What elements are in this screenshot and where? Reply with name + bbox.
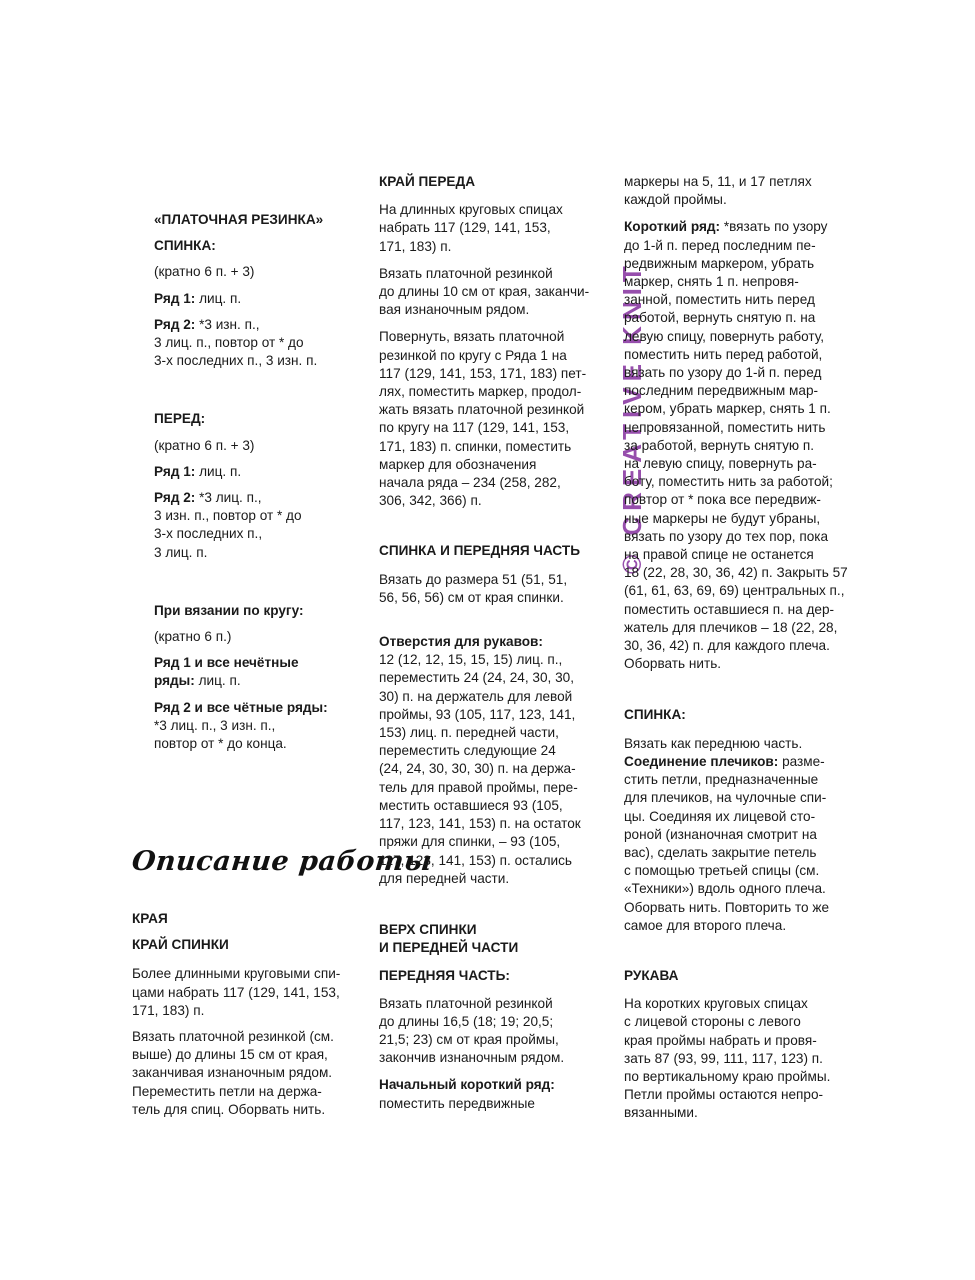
- text-line: роной (изнаночная смотрит на: [624, 826, 817, 842]
- text-line: маркеры на 5, 11, и 17 петлях: [624, 174, 812, 189]
- text-line: Вязать платочной резинкой: [379, 995, 553, 1011]
- section-script-heading: Описание работы: [130, 846, 434, 877]
- armholes-paragraph: [379, 651, 609, 888]
- front-edge-title: КРАЙ ПЕРЕДА: [379, 174, 476, 189]
- front-title: ПЕРЕД:: [154, 411, 206, 427]
- text-line: вая изнаночным рядом.: [379, 302, 530, 318]
- join-first-line: Соединение плечиков: разме-: [624, 753, 825, 769]
- text-line: Повернуть, вязать платочной: [379, 329, 565, 345]
- front-row2: Ряд 2: *3 лиц. п.,: [154, 490, 262, 506]
- text-line: 117, 123, 141, 153) п. на остаток: [379, 816, 581, 832]
- watermark-text: © CREATIVE KNIT: [617, 260, 647, 574]
- front-edge-paragraph: [379, 265, 609, 320]
- text-line: проймы, 93 (105, 117, 123, 141,: [379, 706, 576, 722]
- pattern-title: «ПЛАТОЧНАЯ РЕЗИНКА»: [154, 212, 324, 227]
- text-line: Переместить петли на держа-: [132, 1083, 322, 1099]
- text-line: Вязать платочной резинкой (см.: [132, 1029, 334, 1045]
- text-line: занной, поместить нить перед: [624, 292, 815, 308]
- text-line: последним передвижным мар-: [624, 383, 819, 399]
- column-left-lower: [132, 910, 362, 1119]
- text-line: Петли проймы остаются непро-: [624, 1087, 824, 1103]
- text-line: жатель для плечиков – 18 (22, 28,: [624, 619, 838, 635]
- initial-short-row-text: поместить передвижные: [379, 1095, 535, 1111]
- armholes-title: Отверстия для рукавов:: [379, 634, 543, 650]
- text-line: 30) п. на держатель для левой: [379, 688, 573, 704]
- text-line: пряжи для спинки, – 93 (105,: [379, 834, 561, 850]
- text-line: 18 (22, 28, 30, 36, 42) п. Закрыть 57: [624, 565, 848, 581]
- text-line: переместить следующие 24: [379, 743, 556, 759]
- text-line: каждой проймы.: [624, 192, 727, 208]
- text-line: 171, 183) п.: [132, 1002, 205, 1018]
- text-line: Оборвать нить.: [624, 656, 722, 672]
- text-line: кером, убрать маркер, снять 1 п.: [624, 401, 831, 417]
- back-title-right: СПИНКА:: [624, 707, 686, 723]
- text-line: левую спицу, повернуть работу,: [624, 328, 824, 344]
- text-line: до длины 16,5 (18; 19; 20,5;: [379, 1013, 554, 1029]
- text-line: На длинных круговых спицах: [379, 202, 563, 218]
- initial-short-row-title: Начальный короткий ряд:: [379, 1077, 555, 1093]
- text-line: (24, 24, 30, 30, 30) п. на держа-: [379, 761, 576, 777]
- text-line: за работой, вернуть снятую п.: [624, 437, 815, 453]
- back-front-title: СПИНКА И ПЕРЕДНЯЯ ЧАСТЬ: [379, 543, 580, 559]
- text-line: резинкой по кругу с Ряда 1 на: [379, 347, 567, 363]
- text-line: поместить оставшиеся п. на дер-: [624, 601, 835, 617]
- round-odd-line: Ряд 1 и все нечётные: [154, 655, 299, 671]
- text-line: вязать по узору до тех пор, пока: [624, 528, 829, 544]
- text-line: по вертикальному краю проймы.: [624, 1068, 831, 1084]
- text-line: по кругу на 117 (129, 141, 153,: [379, 420, 570, 436]
- text-line: вязанными.: [624, 1105, 698, 1121]
- text-line: на правой спице не останется: [624, 547, 814, 563]
- text-line: Вязать до размера 51 (51, 51,: [379, 571, 568, 587]
- round-even-line: повтор от * до конца.: [154, 736, 287, 752]
- text-line: 117, 123, 141, 153) п. остались: [379, 852, 572, 868]
- text-line: 56, 56, 56) см от края спинки.: [379, 589, 564, 605]
- text-line: с помощью третьей спицы (см.: [624, 863, 820, 879]
- top-title: И ПЕРЕДНЕЙ ЧАСТИ: [379, 940, 519, 956]
- text-line: выше) до длины 15 см от края,: [132, 1047, 328, 1063]
- text-line: повтор от * пока все передвиж-: [624, 492, 821, 508]
- round-even-title: Ряд 2 и все чётные ряды:: [154, 699, 328, 715]
- round-even-line: *3 лиц. п., 3 изн. п.,: [154, 717, 276, 733]
- text-line: 30, 36, 42) п. для каждого плеча.: [624, 638, 830, 654]
- back-row2-line: 3 лиц. п., повтор от * до: [154, 335, 304, 351]
- text-line: цами набрать 117 (129, 141, 153,: [132, 984, 340, 1000]
- top-title: ВЕРХ СПИНКИ: [379, 921, 477, 937]
- text-line: жать вязать платочной резинкой: [379, 402, 585, 418]
- short-row-paragraph: [624, 237, 864, 674]
- front-part-paragraph: [379, 995, 609, 1068]
- text-line: начала ряда – 234 (258, 282,: [379, 475, 561, 491]
- text-line: на левую спицу, повернуть ра-: [624, 456, 817, 472]
- back-row2-line: 3-х последних п., 3 изн. п.: [154, 353, 318, 369]
- text-line: самое для второго плеча.: [624, 917, 787, 933]
- text-line: На коротких круговых спицах: [624, 996, 808, 1012]
- text-line: для плечиков, на чулочные спи-: [624, 790, 827, 806]
- front-part-title: ПЕРЕДНЯЯ ЧАСТЬ:: [379, 968, 510, 984]
- back-multiple: (кратно 6 п. + 3): [154, 264, 255, 280]
- front-edge-paragraph: [379, 201, 609, 256]
- back-title: СПИНКА:: [154, 238, 216, 254]
- text-line: края проймы набрать и провя-: [624, 1032, 817, 1048]
- sleeves-paragraph: [624, 995, 864, 1122]
- text-line: закончив изнаночным рядом.: [379, 1050, 565, 1066]
- text-line: маркер, снять 1 п. непровя-: [624, 274, 799, 290]
- back-row2: Ряд 2: *3 изн. п.,: [154, 316, 260, 332]
- text-line: непровязанной, поместить нить: [624, 419, 826, 435]
- front-row1: Ряд 1: лиц. п.: [154, 463, 242, 479]
- edges-title: КРАЯ: [132, 911, 168, 926]
- text-line: заканчивая изнаночным рядом.: [132, 1065, 333, 1081]
- back-edge-paragraph: [132, 1028, 362, 1119]
- back-edge-title: КРАЙ СПИНКИ: [132, 937, 229, 953]
- text-line: зать 87 (93, 99, 111, 117, 123) п.: [624, 1050, 823, 1066]
- text-line: с лицевой стороны с левого: [624, 1014, 801, 1030]
- text-line: вязать по узору до 1-й п. перед: [624, 365, 822, 381]
- text-line: до длины 10 см от края, заканчи-: [379, 284, 590, 300]
- text-line: стить петли, предназначенные: [624, 772, 819, 788]
- text-line: 306, 342, 366) п.: [379, 493, 482, 509]
- text-line: переместить 24 (24, 24, 30, 30,: [379, 670, 574, 686]
- round-multiple: (кратно 6 п.): [154, 629, 232, 645]
- front-multiple: (кратно 6 п. + 3): [154, 437, 255, 453]
- back-edge-paragraph: [132, 965, 362, 1020]
- text-line: тель для правой проймы, пере-: [379, 779, 578, 795]
- text-line: 117 (129, 141, 153, 171, 183) пет-: [379, 365, 587, 381]
- text-line: для передней части.: [379, 870, 510, 886]
- short-row-first-line: Короткий ряд: *вязать по узору: [624, 219, 828, 235]
- text-line: 171, 183) п. спинки, поместить: [379, 438, 572, 454]
- text-line: цы. Соединяя их лицевой сто-: [624, 808, 816, 824]
- text-line: местить оставшиеся 93 (105,: [379, 797, 563, 813]
- back-front-paragraph: [379, 571, 609, 607]
- text-line: ные маркеры не будут убраны,: [624, 510, 821, 526]
- text-line: Более длинными круговыми спи-: [132, 966, 341, 982]
- text-line: набрать 117 (129, 141, 153,: [379, 220, 551, 236]
- text-line: «Техники») вдоль одного плеча.: [624, 881, 826, 897]
- text-line: 12 (12, 12, 15, 15, 15) лиц. п.,: [379, 652, 563, 668]
- text-line: боту, поместить нить за работой;: [624, 474, 833, 490]
- column-middle: [379, 173, 609, 1113]
- text-line: вас), сделать закрытие петель: [624, 844, 817, 860]
- text-line: 21,5; 23) см от края проймы,: [379, 1031, 559, 1047]
- round-odd: ряды: лиц. п.: [154, 673, 241, 689]
- text-line: тель для спиц. Оборвать нить.: [132, 1101, 326, 1117]
- front-row2-line: 3 лиц. п.: [154, 544, 208, 560]
- text-line: 171, 183) п.: [379, 238, 452, 254]
- text-line: лях, поместить маркер, продол-: [379, 384, 582, 400]
- text-line: маркер для обозначения: [379, 456, 537, 472]
- column-left: [154, 211, 369, 753]
- round-title: При вязании по кругу:: [154, 602, 304, 618]
- text-line: 153) лиц. п. передней части,: [379, 725, 559, 741]
- text-line: до 1-й п. перед последним пе-: [624, 237, 816, 253]
- text-line: редвижным маркером, убрать: [624, 255, 815, 271]
- text-line: Оборвать нить. Повторить то же: [624, 899, 830, 915]
- back-paragraph: Вязать как переднюю часть.: [624, 735, 803, 751]
- back-row1: Ряд 1: лиц. п.: [154, 290, 242, 306]
- front-row2-line: 3 изн. п., повтор от * до: [154, 508, 302, 524]
- text-line: поместить нить перед работой,: [624, 346, 823, 362]
- text-line: Вязать платочной резинкой: [379, 265, 553, 281]
- column-right: [624, 173, 864, 1123]
- front-edge-paragraph: [379, 328, 609, 510]
- front-row2-line: 3-х последних п.,: [154, 526, 263, 542]
- sleeves-title: РУКАВА: [624, 967, 679, 983]
- join-paragraph: [624, 771, 864, 935]
- text-line: работой, вернуть снятую п. на: [624, 310, 816, 326]
- text-line: (61, 61, 63, 69, 69) центральных п.,: [624, 583, 845, 599]
